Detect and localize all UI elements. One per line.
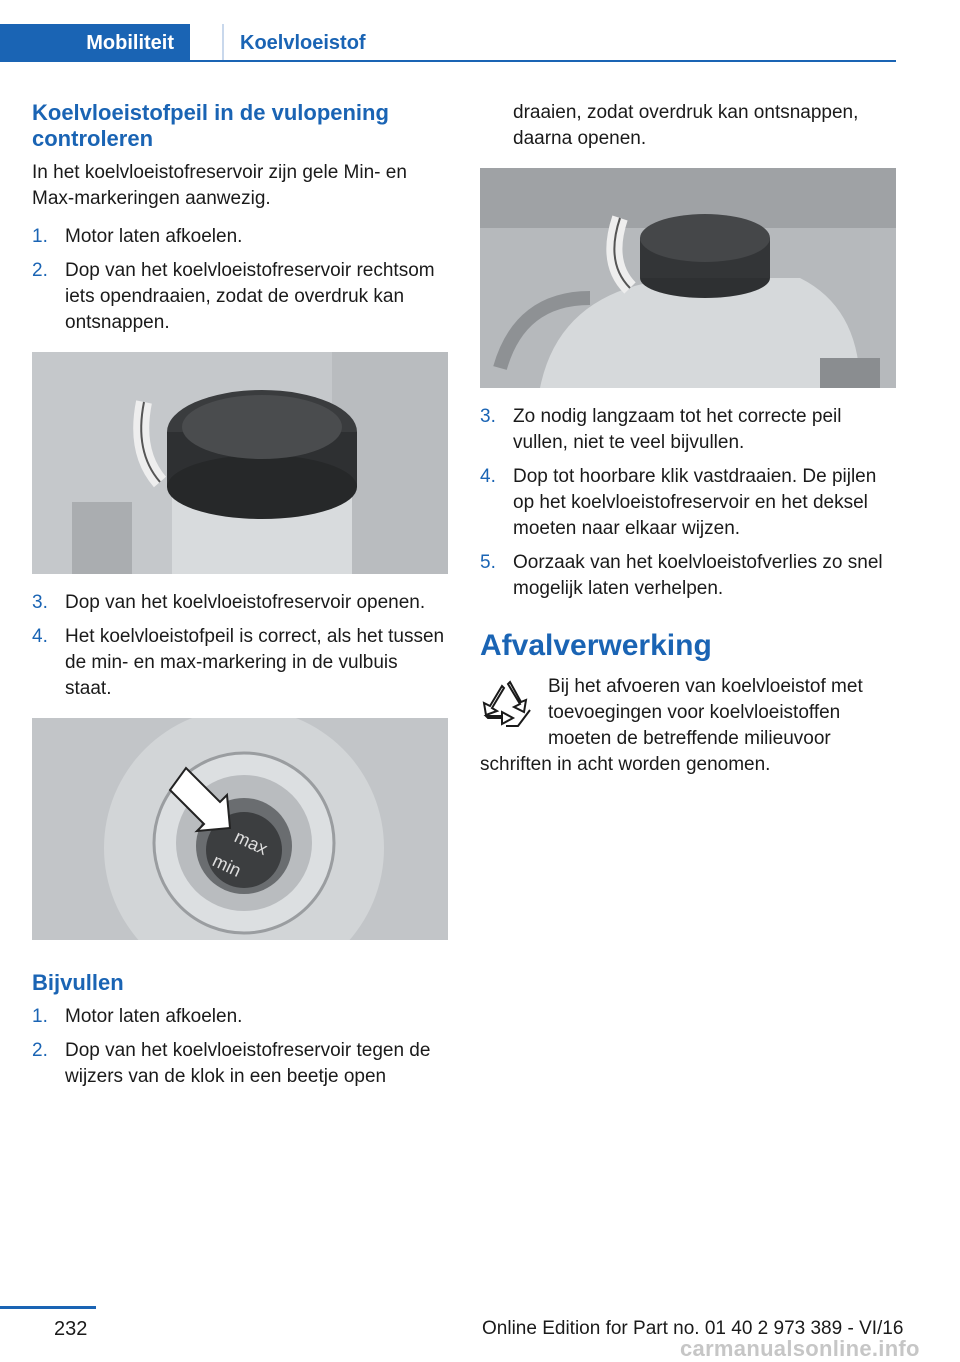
section-heading-disposal: Afvalverwerking [480, 629, 712, 662]
photo-cap-turning [32, 352, 448, 574]
min-marking: min [209, 850, 245, 881]
edition-text: Online Edition for Part no. 01 40 2 973 389 - VI/16 [482, 1318, 904, 1339]
step-text: Oorzaak van het koelvloeistofverlies zo snel mogelijk laten verhelpen. [513, 552, 883, 599]
steps-list-b [32, 590, 448, 702]
disposal-block [480, 674, 896, 778]
list-item [480, 550, 896, 602]
disposal-line: moeten de betreffende milieuvoor [548, 728, 831, 749]
steps-list-right [480, 404, 896, 602]
max-marking: max [231, 826, 271, 859]
left-column [32, 100, 448, 1098]
step-text: Motor laten afkoelen. [65, 226, 243, 247]
continuation-paragraph: draaien, zodat overdruk kan ontsnappen, daarna openen. [513, 102, 859, 149]
photo-filler-neck-markings [32, 718, 448, 940]
photo-reservoir-cap-open [480, 168, 896, 388]
step-number: 3. [480, 406, 496, 427]
step-text: Dop tot hoorbare klik vastdraaien. De pijlen op het koelvloeistofreservoir en het deksel moeten naar elkaar wijzen. [513, 466, 877, 539]
steps-list-a [32, 224, 448, 336]
step-text: Motor laten afkoelen. [65, 1006, 243, 1027]
intro-paragraph: In het koelvloeistofreservoir zijn gele Min- en Max-markeringen aanwezig. [32, 162, 407, 209]
recycle-icon [480, 680, 536, 730]
step-number: 1. [32, 1006, 48, 1027]
step-number: 1. [32, 226, 48, 247]
step-text: Zo nodig langzaam tot het correcte peil vullen, niet te veel bijvullen. [513, 406, 842, 453]
step-number: 5. [480, 552, 496, 573]
list-item [480, 404, 896, 456]
disposal-line: toevoegingen voor koelvloeistoffen [548, 702, 841, 723]
step-number: 4. [480, 466, 496, 487]
disposal-text [480, 674, 896, 778]
tab-koelvloeistof[interactable]: Koelvloeistof [224, 24, 446, 62]
list-item [32, 624, 448, 702]
disposal-line: schriften in acht worden genomen. [480, 754, 771, 775]
list-item [32, 1004, 448, 1030]
page-number: 232 [54, 1318, 88, 1340]
step-number: 2. [32, 260, 48, 281]
step-text: Het koelvloeistofpeil is correct, als het tussen de min- en max-markering in de vulbuis staat. [65, 626, 445, 699]
step-number: 4. [32, 626, 48, 647]
step-number: 3. [32, 592, 48, 613]
footer-rule [0, 1306, 96, 1309]
refill-steps-list [32, 1004, 448, 1090]
list-item [32, 590, 448, 616]
step-number: 2. [32, 1040, 48, 1061]
step-text: Dop van het koelvloeistofreservoir tegen de wijzers van de klok in een beetje open [65, 1040, 431, 1087]
step-text: Dop van het koelvloeistofreservoir openen. [65, 592, 426, 613]
right-column [480, 100, 896, 778]
tab-mobiliteit[interactable]: Mobiliteit [0, 24, 190, 62]
list-item [480, 464, 896, 542]
list-item [32, 1038, 448, 1090]
list-item [32, 224, 448, 250]
list-item [32, 258, 448, 336]
step-text: Dop van het koelvloeistofreservoir rechtsom iets opendraaien, zodat de overdruk kan ontsnappen. [65, 260, 435, 333]
section-heading-refill: Bijvullen [32, 970, 124, 995]
header-rule [0, 60, 896, 62]
watermark: carmanualsonline.info [680, 1336, 920, 1361]
section-heading-check-level: Koelvloeistofpeil in de vulopening controleren [32, 100, 389, 151]
disposal-line: Bij het afvoeren van koelvloeistof met [548, 676, 863, 697]
